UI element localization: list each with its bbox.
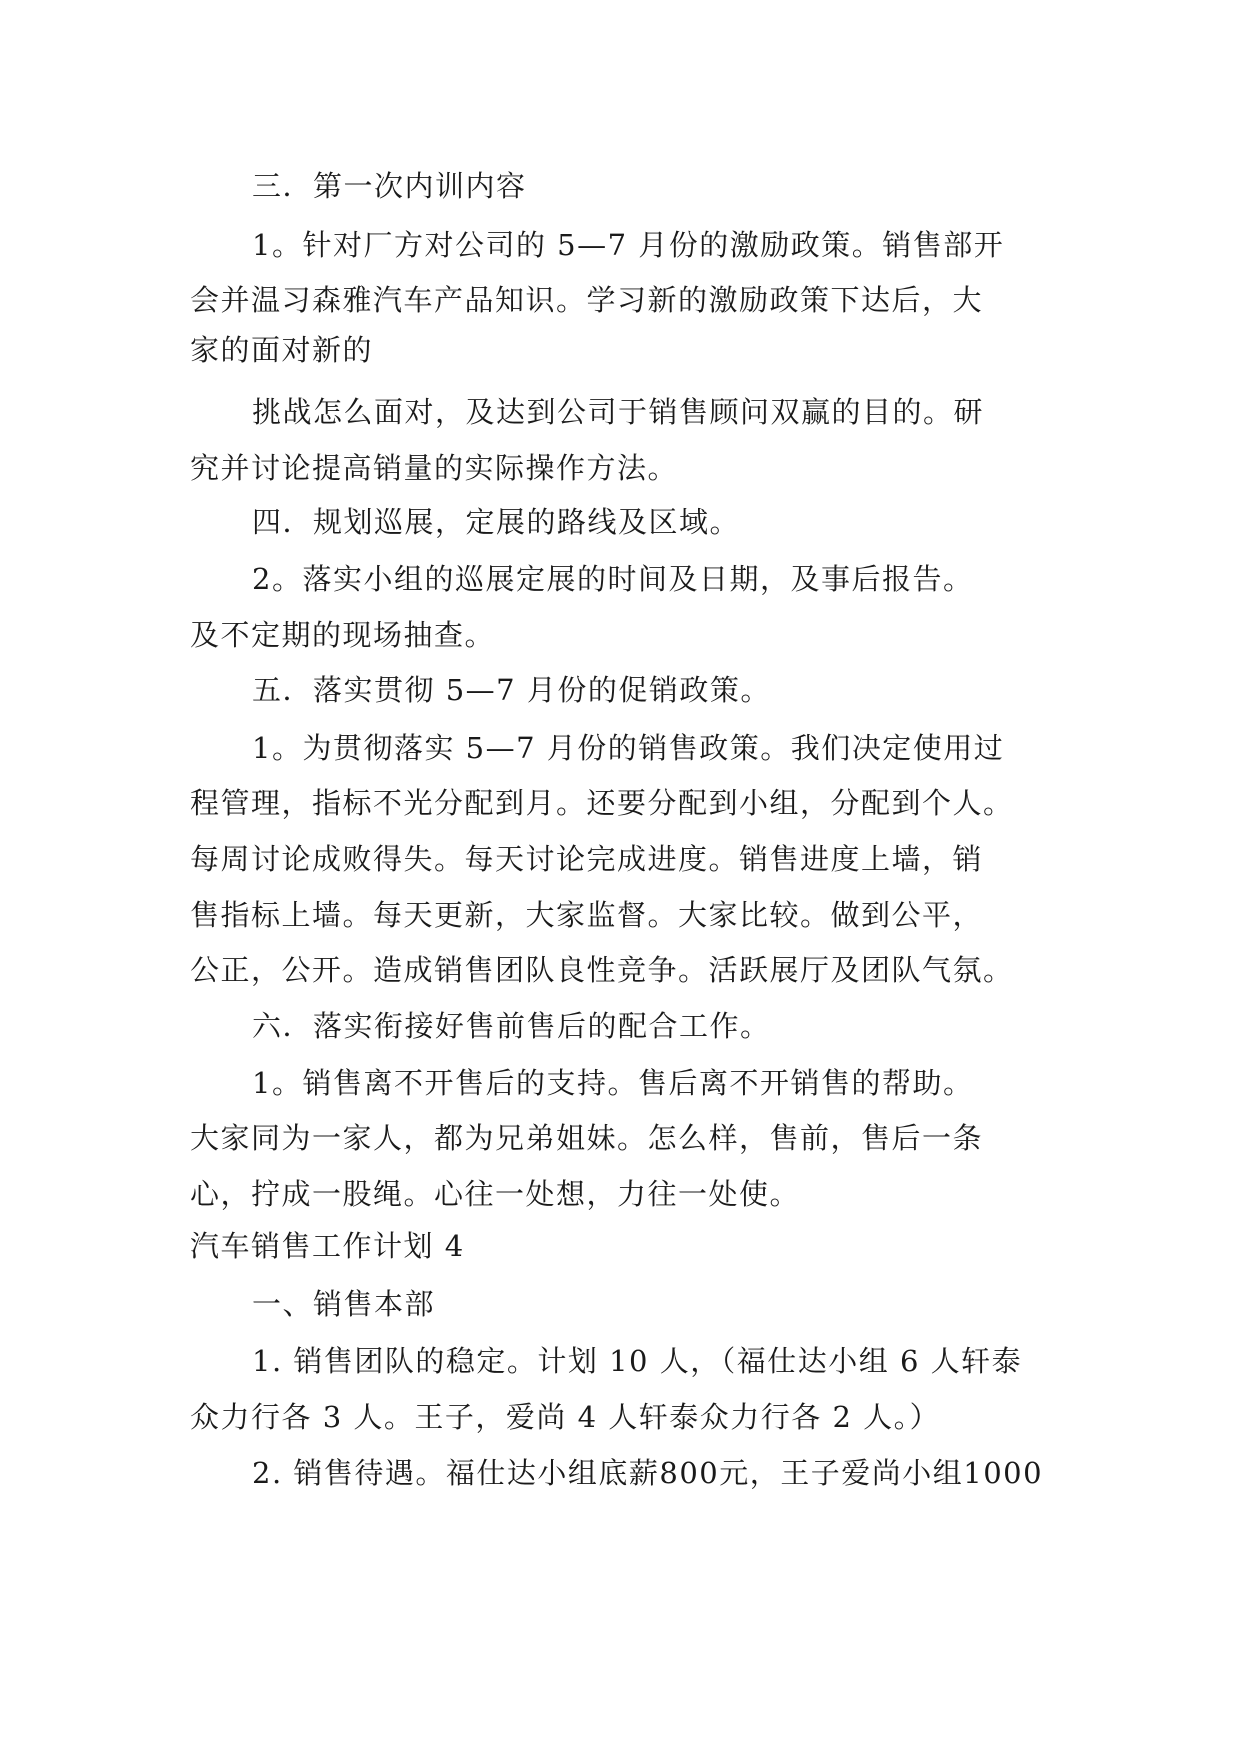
- section-heading: 三．第一次内训内容: [252, 169, 527, 203]
- paragraph-line: 究并讨论提高销量的实际操作方法。: [190, 451, 679, 485]
- paragraph-line: 程管理，指标不光分配到月。还要分配到小组，分配到个人。: [190, 786, 1014, 820]
- paragraph-line: 公正，公开。造成销售团队良性竞争。活跃展厅及团队气氛。: [190, 953, 1014, 987]
- section-heading: 五．落实贯彻 5—7 月份的促销政策。: [252, 673, 771, 707]
- paragraph-line: 1。为贯彻落实 5—7 月份的销售政策。我们决定使用过: [252, 731, 1005, 765]
- section-heading: 六．落实衔接好售前售后的配合工作。: [252, 1009, 771, 1043]
- paragraph-line: 心，拧成一股绳。心往一处想，力往一处使。: [190, 1177, 801, 1211]
- paragraph-line: 售指标上墙。每天更新，大家监督。大家比较。做到公平，: [190, 898, 984, 932]
- paragraph-line: 众力行各 3 人。王子，爱尚 4 人轩泰众力行各 2 人。）: [190, 1400, 941, 1434]
- section-heading: 四．规划巡展，定展的路线及区域。: [252, 505, 741, 539]
- paragraph-line: 每周讨论成败得失。每天讨论完成进度。销售进度上墙，销: [190, 842, 984, 876]
- paragraph-line: 及不定期的现场抽查。: [190, 618, 496, 652]
- document-title: 汽车销售工作计划 4: [190, 1229, 465, 1263]
- paragraph-line: 2。落实小组的巡展定展的时间及日期，及事后报告。: [252, 562, 974, 596]
- paragraph-line: 1。销售离不开售后的支持。售后离不开销售的帮助。: [252, 1066, 974, 1100]
- paragraph-line: 2. 销售待遇。福仕达小组底薪800元，王子爱尚小组1000: [252, 1456, 1044, 1490]
- section-heading: 一、销售本部: [252, 1287, 436, 1321]
- paragraph-line: 1. 销售团队的稳定。计划 10 人，（福仕达小组 6 人轩泰: [252, 1344, 1023, 1378]
- paragraph-line: 挑战怎么面对，及达到公司于销售顾问双赢的目的。研: [252, 395, 985, 429]
- paragraph-line: 会并温习森雅汽车产品知识。学习新的激励政策下达后，大: [190, 283, 984, 317]
- paragraph-line: 1。针对厂方对公司的 5—7 月份的激励政策。销售部开: [252, 228, 1005, 262]
- paragraph-line: 大家同为一家人，都为兄弟姐妹。怎么样，售前，售后一条: [190, 1121, 984, 1155]
- paragraph-line: 家的面对新的: [190, 333, 374, 367]
